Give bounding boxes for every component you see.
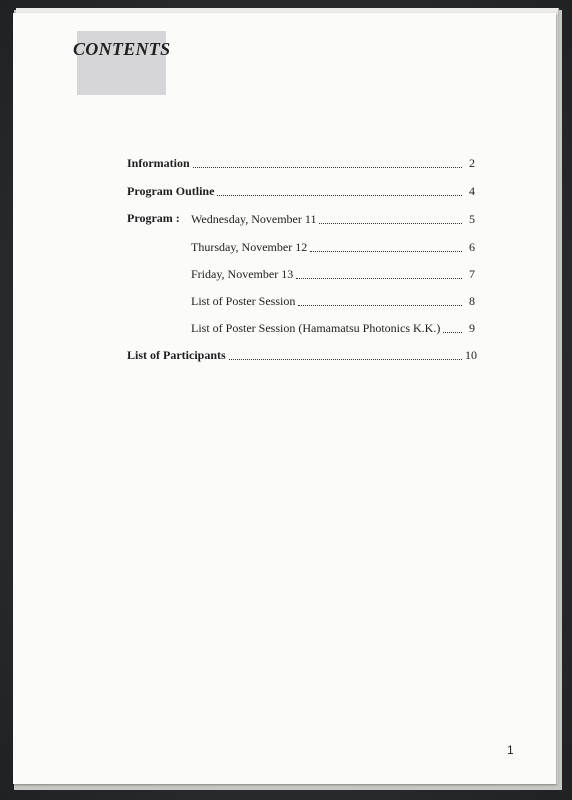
toc-leader-dots: [193, 166, 462, 168]
toc-label: Wednesday, November 11: [191, 212, 317, 226]
toc-page-number: 5: [469, 212, 475, 226]
toc-leader-dots: [298, 304, 462, 306]
toc-page-number: 4: [469, 184, 475, 198]
toc-label: Thursday, November 12: [191, 240, 308, 254]
toc-page-number: 9: [469, 321, 475, 335]
toc-entry-program-outline[interactable]: [127, 183, 475, 199]
toc-entry-thursday[interactable]: [191, 239, 475, 255]
toc-heading: List of Participants: [127, 348, 226, 362]
toc-leader-dots: [310, 250, 462, 252]
toc-label: List of Poster Session: [191, 294, 296, 308]
document-page: [13, 13, 556, 784]
toc-page-number: 10: [465, 348, 477, 362]
toc-heading: Program Outline: [127, 184, 215, 198]
page-number: 1: [507, 743, 514, 757]
toc-page-number: 8: [469, 294, 475, 308]
toc-leader-dots: [217, 194, 462, 196]
toc-entry-information[interactable]: [127, 155, 475, 171]
toc-leader-dots: [229, 358, 462, 360]
toc-leader-dots: [443, 331, 462, 333]
toc-leader-dots: [319, 222, 462, 224]
toc-entry-participants[interactable]: [127, 347, 477, 363]
page-title: CONTENTS: [73, 39, 171, 59]
toc-entry-wednesday[interactable]: [191, 211, 475, 227]
toc-heading: Information: [127, 156, 190, 170]
toc-entry-friday[interactable]: [191, 266, 475, 282]
toc-label: List of Poster Session (Hamamatsu Photonics K.K.): [191, 321, 441, 335]
toc-entry-poster-session[interactable]: [191, 293, 475, 309]
toc-page-number: 2: [469, 156, 475, 170]
toc-label: Friday, November 13: [191, 267, 294, 281]
program-heading: Program :: [127, 211, 180, 225]
toc-page-number: 6: [469, 240, 475, 254]
toc-entry-poster-session-hamamatsu[interactable]: [191, 320, 475, 336]
toc-page-number: 7: [469, 267, 475, 281]
toc-leader-dots: [296, 277, 462, 279]
